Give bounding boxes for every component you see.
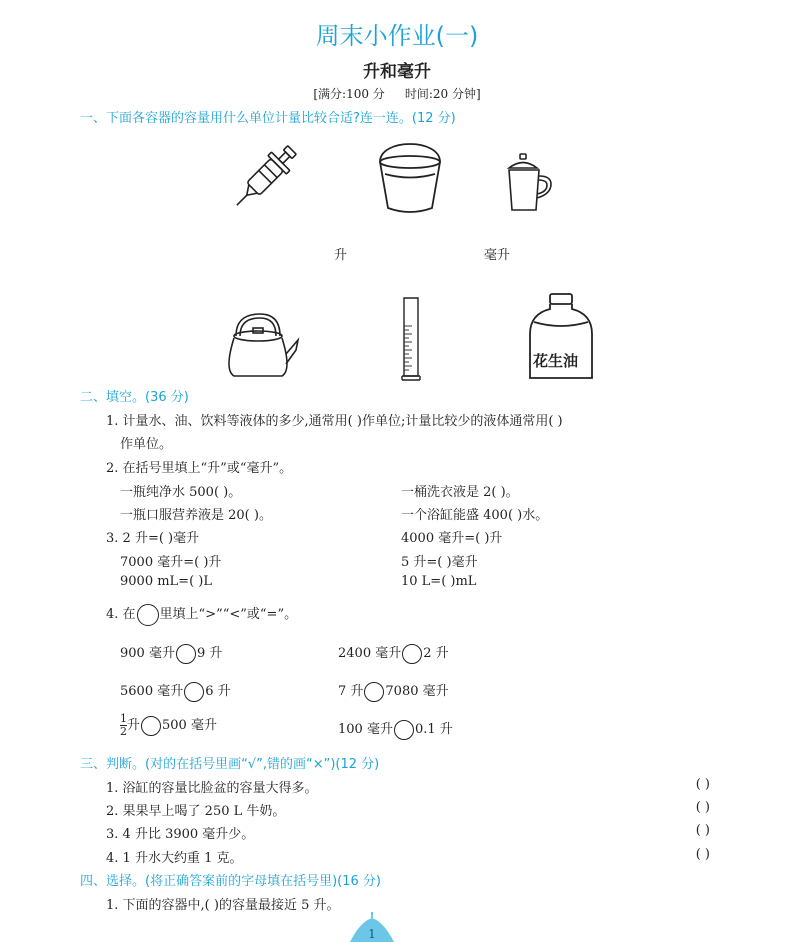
- choice-q1: 1. 下面的容器中,( )的容量最接近 5 升。: [106, 898, 340, 913]
- q2-4-instruction: [106, 603, 297, 626]
- compare-circle-input[interactable]: [402, 644, 422, 664]
- section2-heading: 二、填空。(36 分): [80, 390, 189, 405]
- judge-item: 1. 浴缸的容量比脸盆的容量大得多。: [106, 781, 318, 796]
- q2-2-c: 一瓶口服营养液是 20( )。: [120, 508, 272, 523]
- judge-answer-blank[interactable]: ( ): [695, 823, 710, 838]
- q2-2-d: 一个浴缸能盛 400( )水。: [401, 508, 549, 523]
- page-title: 周末小作业(一): [315, 22, 479, 50]
- unit-liter-label: 升: [334, 248, 348, 263]
- score-time-info: [0, 85, 794, 102]
- cup-icon: [505, 152, 555, 214]
- time-limit: 时间:20 分钟]: [404, 87, 481, 101]
- q2-3-a: 3. 2 升=( )毫升: [106, 531, 200, 546]
- compare-circle-input[interactable]: [141, 716, 161, 736]
- bucket-icon: [376, 134, 444, 216]
- q2-2-b: 一桶洗衣液是 2( )。: [401, 485, 519, 500]
- compare-circle-input[interactable]: [364, 682, 384, 702]
- judge-answer-blank[interactable]: ( ): [695, 777, 710, 792]
- syringe-icon: [228, 142, 298, 217]
- compare-circle-input[interactable]: [394, 720, 414, 740]
- compare-item: 5600 毫升 6 升: [120, 680, 231, 702]
- q2-3-b: 4000 毫升=( )升: [401, 531, 503, 546]
- q2-3-d: 5 升=( )毫升: [401, 555, 478, 570]
- compare-item: $\frac{1}{2}$ 升 500 毫升: [120, 712, 217, 738]
- oil-bottle-label: 花生油: [533, 352, 579, 370]
- q2-3-e: 9000 mL=( )L: [120, 574, 212, 589]
- q2-1-line1: 1. 计量水、油、饮料等液体的多少,通常用( )作单位;计量比较少的液体通常用( ): [106, 414, 563, 429]
- measuring-cylinder-icon: [400, 296, 422, 382]
- q2-4-post: 里填上“>”“<”或“=”。: [159, 607, 298, 622]
- section1-heading: 一、下面各容器的容量用什么单位计量比较合适?连一连。(12 分): [80, 111, 456, 126]
- q2-3-c: 7000 毫升=( )升: [120, 555, 222, 570]
- q2-2-a: 一瓶纯净水 500( )。: [120, 485, 242, 500]
- compare-item: 900 毫升 9 升: [120, 642, 222, 664]
- q2-4-pre: 4. 在: [106, 607, 136, 622]
- judge-answer-blank[interactable]: ( ): [695, 800, 710, 815]
- section4-heading: 四、选择。(将正确答案前的字母填在括号里)(16 分): [80, 874, 381, 889]
- page-number: 1: [368, 927, 376, 941]
- page-subtitle: 升和毫升: [363, 62, 431, 82]
- compare-item: 2400 毫升 2 升: [338, 642, 449, 664]
- q2-2-intro: 2. 在括号里填上“升”或“毫升”。: [106, 461, 293, 476]
- judge-item: 2. 果果早上喝了 250 L 牛奶。: [106, 804, 286, 819]
- compare-circle-icon: [137, 604, 159, 626]
- judge-item: 3. 4 升比 3900 毫升少。: [106, 827, 255, 842]
- q2-3-f: 10 L=( )mL: [401, 574, 477, 589]
- judge-answer-blank[interactable]: ( ): [695, 847, 710, 862]
- section3-heading: 三、判断。(对的在括号里画“√”,错的画“×”)(12 分): [80, 757, 380, 772]
- q2-1-line2: 作单位。: [120, 437, 173, 452]
- compare-item: 100 毫升 0.1 升: [338, 718, 453, 740]
- judge-item: 4. 1 升水大约重 1 克。: [106, 851, 243, 866]
- fraction: $\frac{1}{2}$: [120, 712, 127, 738]
- full-score: [满分:100 分: [313, 87, 385, 101]
- unit-ml-label: 毫升: [484, 248, 511, 263]
- compare-item: 7 升 7080 毫升: [338, 680, 449, 702]
- kettle-icon: [220, 310, 300, 380]
- compare-circle-input[interactable]: [176, 644, 196, 664]
- compare-circle-input[interactable]: [184, 682, 204, 702]
